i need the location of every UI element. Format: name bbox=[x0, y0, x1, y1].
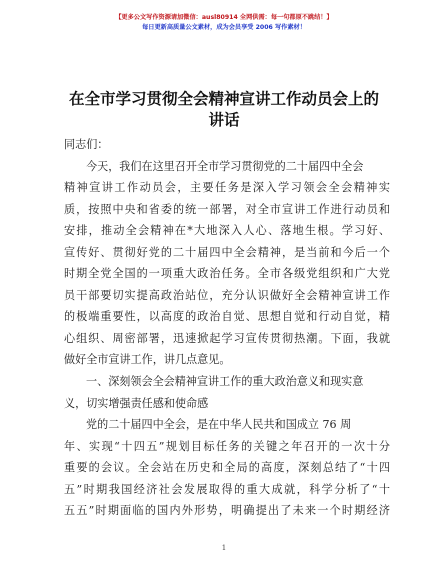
title-line-1: 在全市学习贯彻全会精神宣讲工作动员会上的 bbox=[68, 89, 379, 108]
title-line-2: 讲话 bbox=[208, 110, 240, 129]
section-heading-line: 一、深刻领会全会精神宣讲工作的重大政治意义和现实意 bbox=[86, 375, 364, 389]
salutation: 同志们： bbox=[64, 138, 109, 151]
section-heading-line: 义，切实增强责任感和使命感 bbox=[64, 396, 209, 410]
body-line: 重要的会议。全会站在历史和全局的高度，深刻总结了“十四 bbox=[64, 461, 390, 475]
body-line: 做好全市宣讲工作，讲几点意见。 bbox=[64, 353, 231, 367]
body-line: 心组织、周密部署，迅速掀起学习宣传贯彻热潮。下面，我就 bbox=[64, 331, 390, 345]
body-line: 员干部要切实提高政治站位，充分认识做好全会精神宣讲工作 bbox=[64, 288, 390, 302]
document-body bbox=[64, 134, 390, 522]
body-line: 的极端重要性，以高度的政治自觉、思想自觉和行动自觉，精 bbox=[64, 310, 390, 324]
body-line: 时期全党全国的一项重大政治任务。全市各级党组织和广大党 bbox=[64, 267, 390, 281]
body-line: 五五”时期面临的国内外形势，明确提出了未来一个时期经济 bbox=[64, 504, 390, 518]
body-line: 党的二十届四中全会，是在中华人民共和国成立 76 周 bbox=[86, 418, 352, 432]
body-line: 年、实现“十四五”规划目标任务的关键之年召开的一次十分 bbox=[64, 439, 390, 453]
body-line: 宣传好、贯彻好党的二十届四中全会精神，是当前和今后一个 bbox=[64, 245, 390, 259]
promo-banner-line-2: 每日更新高质量公文素材，成为会员享受 2006 写作素材！ bbox=[142, 24, 306, 31]
body-line: 五”时期我国经济社会发展取得的重大成就，科学分析了“十 bbox=[64, 482, 390, 496]
document-title bbox=[40, 88, 408, 130]
body-line: 今天，我们在这里召开全市学习贯彻党的二十届四中全会 bbox=[86, 159, 364, 173]
page-number: 1 bbox=[221, 544, 227, 552]
promo-banner-line-1: 【更多公文写作资源请加微信：ausl80914 全网供需：每一句都原不跳结！】 bbox=[115, 14, 333, 21]
body-line: 安排，推动全会精神在*大地深入人心、落地生根。学习好、 bbox=[64, 224, 390, 238]
body-line: 精神宣讲工作动员会，主要任务是深入学习领会全会精神实 bbox=[64, 181, 390, 195]
body-line: 质，按照中央和省委的统一部署，对全市宣讲工作进行动员和 bbox=[64, 202, 390, 216]
